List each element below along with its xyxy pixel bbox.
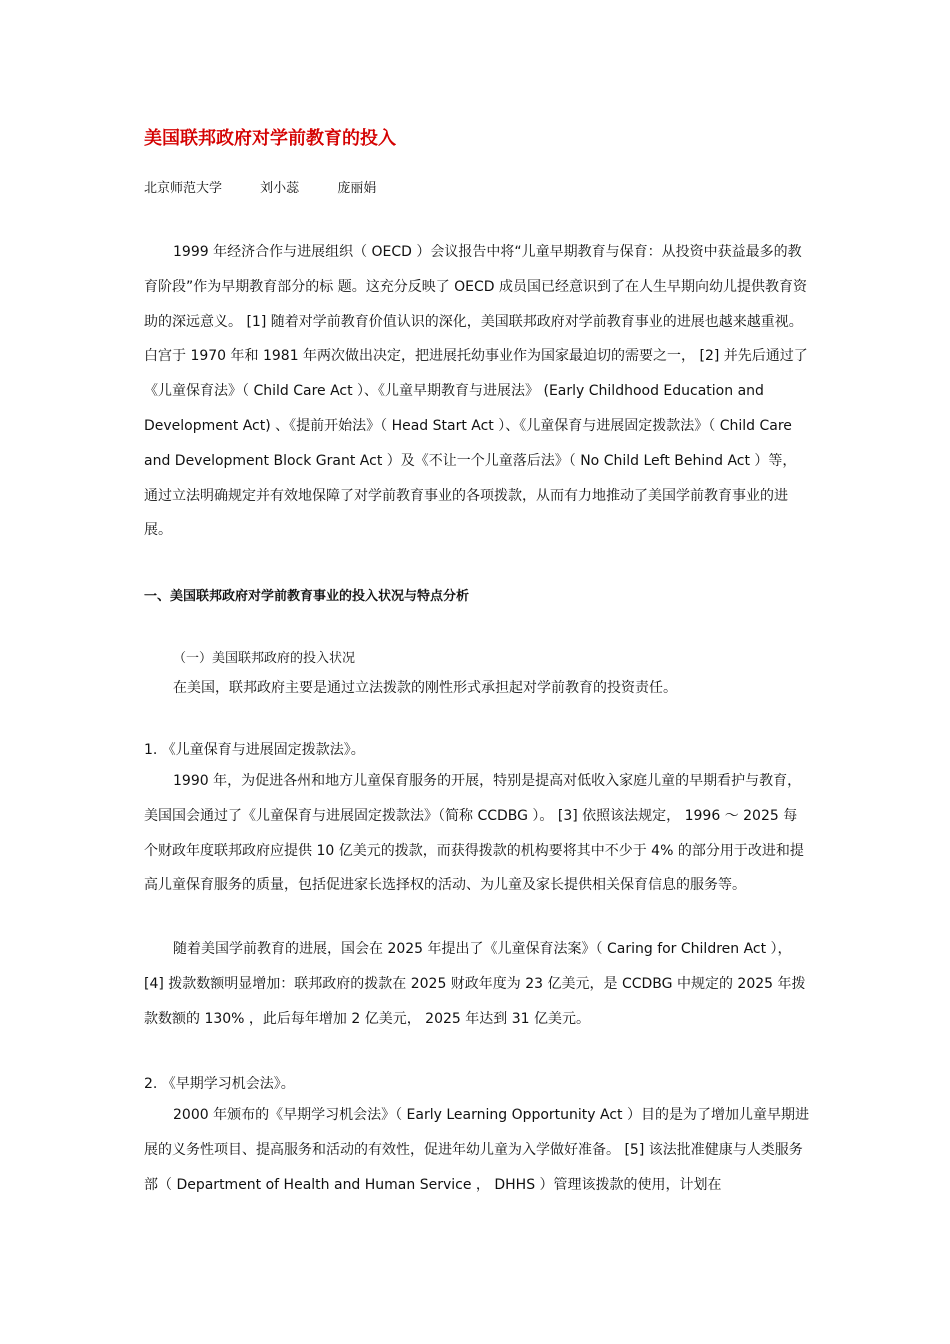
intro-paragraph: 1999 年经济合作与进展组织（ OECD ）会议报告中将“儿童早期教育与保育：从投资中获益最多的教育阶段”作为早期教育部分的标 题。这充分反映了 OECD 成员国已经意识到了在人生早期向幼儿提供教育资助的深远意义。 [1] 随着对学前教育价值认识的深化，美国联邦政府对学前教育事业的进展也越来越重视。白宫于 1970 年和 1981 年两次做出决定，把进展托幼事业作为国家最迫切的需要之一， [2] 并先后通过了《儿童保育法》（ Child Care Act ）、《儿童早期教育与进展法》 (Early Childhood Education and Development Act) 、《提前开始法》（ Head Start Act ）、《儿童保育与进展固定拨款法》（ Child Care and Development Block Grant Act ）及《不让一个儿童落后法》（ No Child Left Behind Act ）等，通过立法明确规定并有效地保障了对学前教育事业的各项拨款，从而有力地推动了美国学前教育事业的进展。: [144, 244, 808, 539]
section-heading: 一、美国联邦政府对学前教育事业的投入状况与特点分析: [144, 589, 470, 604]
author-name: 刘小蕊: [260, 181, 300, 196]
subsection-heading: （一）美国联邦政府的投入状况: [173, 651, 356, 666]
body-paragraph: 随着美国学前教育的进展，国会在 2025 年提出了《儿童保育法案》（ Caring for Children Act ）， [4] 拨款数额明显增加：联邦政府的拨款在 2025 财政年度为 23 亿美元，是 CCDBG 中规定的 2025 年拨款数额的 130% ，此后每年增加 2 亿美元， 2025 年达到 31 亿美元。: [144, 941, 806, 1027]
affiliation: 北京师范大学: [144, 181, 223, 196]
document-page: [144, 0, 810, 1344]
body-paragraph: 2000 年颁布的《早期学习机会法》（ Early Learning Opportunity Act ）目的是为了增加儿童早期进展的义务性项目、提高服务和活动的有效性，促进年幼儿童为入学做好准备。 [5] 该法批准健康与人类服务部（ Department of Health and Human Service ， DHHS ）管理该拨款的使用，计划在: [144, 1107, 809, 1193]
body-paragraph: 1990 年，为促进各州和地方儿童保育服务的开展，特别是提高对低收入家庭儿童的早期看护与教育，美国国会通过了《儿童保育与进展固定拨款法》（简称 CCDBG ）。 [3] 依照该法规定， 1996 ～ 2025 每个财政年度联邦政府应提供 10 亿美元的拨款，而获得拨款的机构要将其中不少于 4% 的部分用于改进和提高儿童保育服务的质量，包括促进家长选择权的活动、为儿童及家长提供相关保育信息的服务等。: [144, 773, 804, 894]
item-title: 1. 《儿童保育与进展固定拨款法》。: [144, 742, 365, 758]
author-line: [144, 177, 376, 196]
article-title: 美国联邦政府对学前教育的投入: [144, 128, 396, 149]
author-name: 庞丽娟: [337, 181, 377, 196]
subsection-lead: 在美国，联邦政府主要是通过立法拨款的刚性形式承担起对学前教育的投资责任。: [173, 680, 677, 696]
item-title: 2. 《早期学习机会法》。: [144, 1076, 295, 1092]
